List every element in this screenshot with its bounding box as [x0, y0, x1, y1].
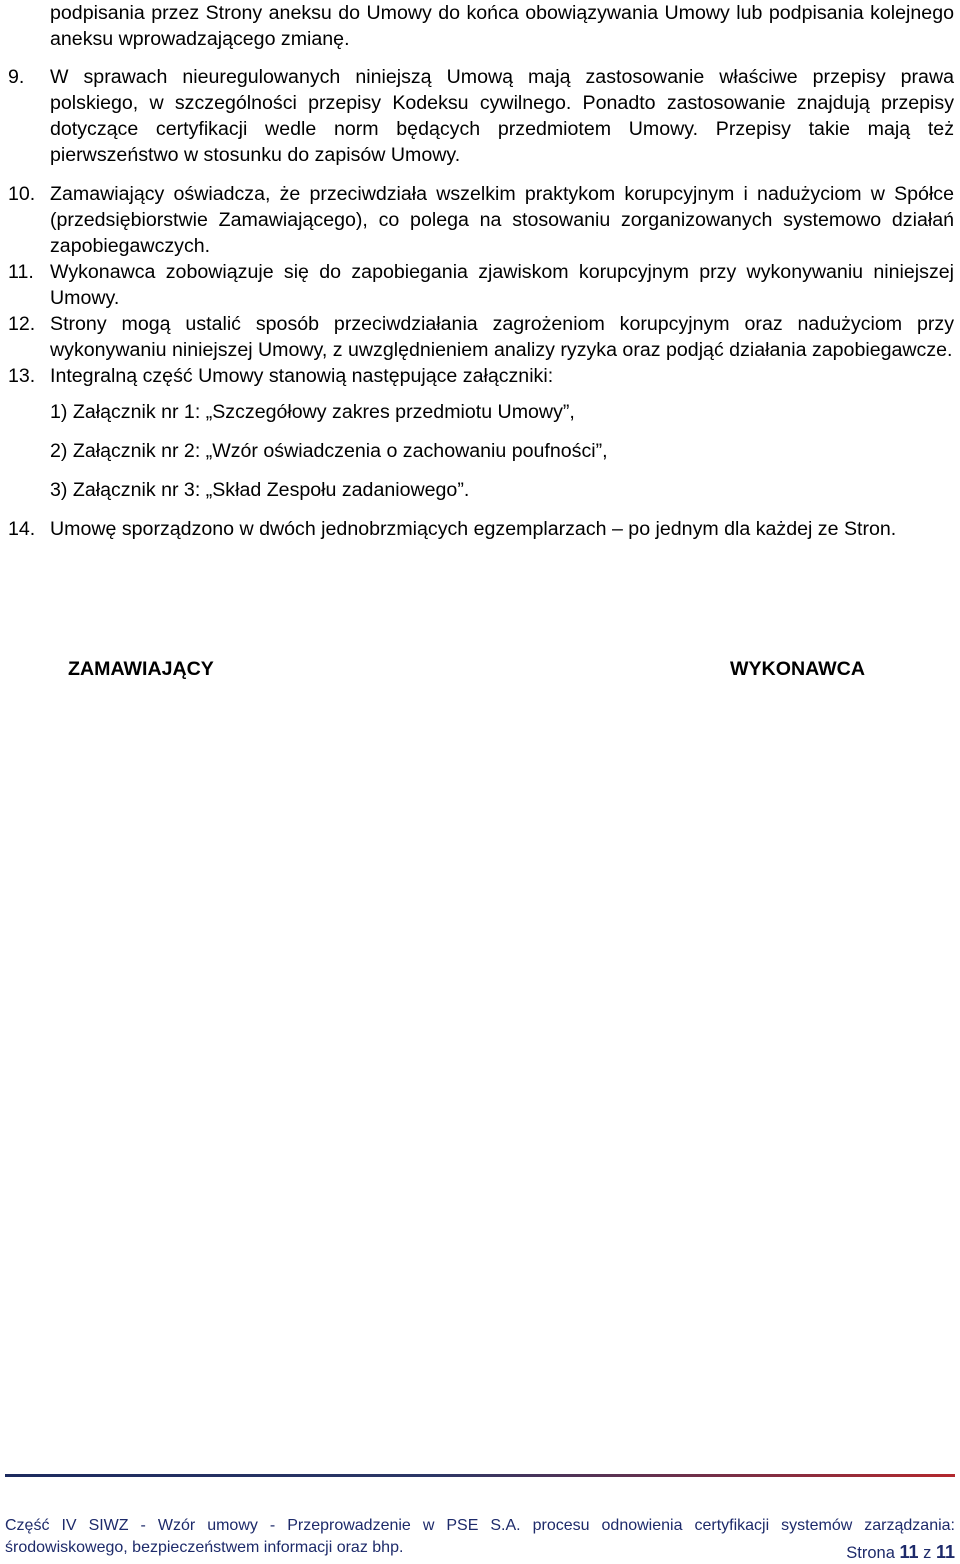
page-total: 11 [935, 1542, 955, 1562]
clause-number: 12. [8, 313, 36, 335]
clause-10 [0, 181, 960, 259]
clause-text: Zamawiający oświadcza, że przeciwdziała wszelkim praktykom korupcyjnym i nadużyciom w Spółce (przedsiębiorstwie Zamawiającego), co polega na stosowaniu zorganizowanych systemowo działań zapobiegawczych. [50, 183, 954, 257]
document-body [0, 0, 960, 542]
clause-12 [0, 311, 960, 363]
clause-13 [0, 363, 960, 389]
clause-number: 11. [8, 261, 34, 283]
continuation-paragraph: podpisania przez Strony aneksu do Umowy do końca obowiązywania Umowy lub podpisania kolejnego aneksu wprowadzającego zmianę. [50, 2, 954, 50]
attachment-item: 3) Załącznik nr 3: „Skład Zespołu zadaniowego”. [50, 479, 470, 501]
attachments-list [0, 399, 960, 503]
page-number [846, 1541, 955, 1564]
clause-text: Wykonawca zobowiązuje się do zapobiegania zjawiskom korupcyjnym przy wykonywaniu niniejszej Umowy. [50, 261, 954, 309]
clause-text: Strony mogą ustalić sposób przeciwdziałania zagrożeniom korupcyjnym oraz nadużyciom przy wykonywaniu niniejszej Umowy, z uwzględnieniem analizy ryzyka oraz podjąć działania zapobiegawcze. [50, 313, 954, 361]
page-footer [5, 1515, 955, 1562]
attachment-item: 1) Załącznik nr 1: „Szczegółowy zakres przedmiotu Umowy”, [50, 401, 575, 423]
footer-line2 [5, 1537, 955, 1562]
page-current: 11 [899, 1542, 919, 1562]
signature-zamawiajacy: ZAMAWIAJĄCY [68, 658, 214, 680]
page-sep: z [923, 1544, 932, 1562]
footer-title-line2: środowiskowego, bezpieczeństwem informacji oraz bhp. [5, 1539, 404, 1556]
clause-text: Umowę sporządzono w dwóch jednobrzmiących egzemplarzach – po jednym dla każdej ze Stron. [50, 518, 897, 540]
clause-9 [0, 64, 960, 168]
clause-number: 9. [8, 66, 25, 88]
clause-number: 13. [8, 365, 36, 387]
clause-14 [0, 516, 960, 542]
clause-text: Integralną część Umowy stanowią następujące załączniki: [50, 365, 554, 387]
clause-number: 14. [8, 518, 36, 540]
signature-wykonawca: WYKONAWCA [730, 658, 865, 680]
clause-11 [0, 259, 960, 311]
footer-divider [5, 1474, 955, 1477]
clause-text: W sprawach nieuregulowanych niniejszą Umową mają zastosowanie właściwe przepisy prawa polskiego, w szczególności przepisy Kodeksu cywilnego. Ponadto zastosowanie znajdują przepisy dotyczące certyfikacji wedle norm będących przedmiotem Umowy. Przepisy takie mają też pierwszeństwo w stosunku do zapisów Umowy. [50, 66, 954, 166]
attachment-item: 2) Załącznik nr 2: „Wzór oświadczenia o zachowaniu poufności”, [50, 440, 608, 462]
footer-title-line1: Część IV SIWZ - Wzór umowy - Przeprowadzenie w PSE S.A. procesu odnowienia certyfikacji systemów zarządzania: [5, 1517, 955, 1534]
clause-number: 10. [8, 183, 36, 205]
page-prefix: Strona [846, 1544, 895, 1562]
